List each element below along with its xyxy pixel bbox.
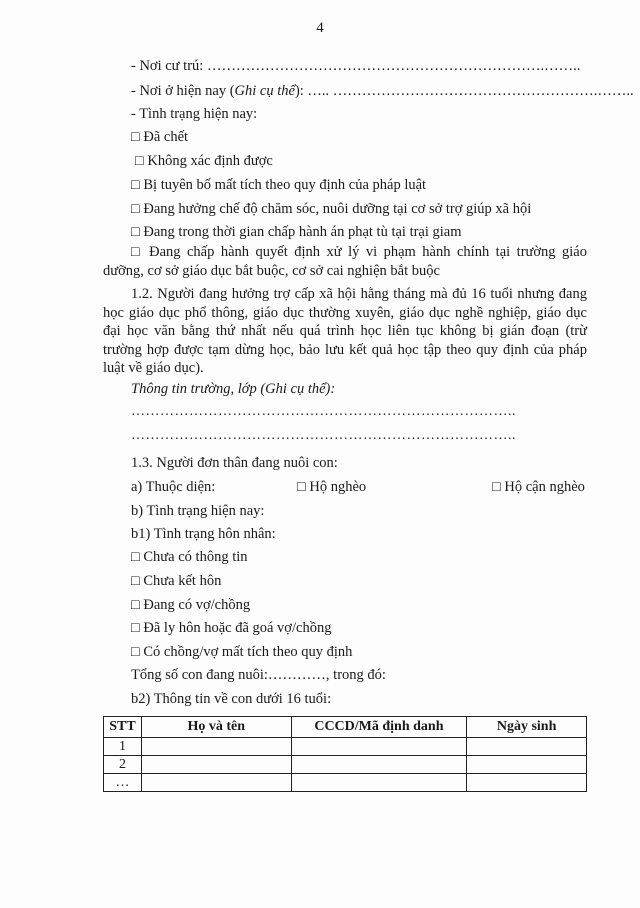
residence-dots: …………………………………………………………….…….. <box>206 58 581 74</box>
header-id-number: CCCD/Mã định danh <box>291 717 467 738</box>
current-place-label-suffix: ): <box>294 83 304 99</box>
table-header-row <box>104 717 587 738</box>
marital-option-divorced-widowed[interactable]: □ Đã ly hôn hoặc đã goá vợ/chồng <box>131 620 332 636</box>
total-children-line: Tổng số con đang nuôi:…………, trong đó: <box>131 667 386 683</box>
cell-stt: 1 <box>104 738 142 756</box>
a-option-poor[interactable]: □ Hộ nghèo <box>297 479 367 495</box>
status-option-social-care[interactable]: □ Đang hưởng chế độ chăm sóc, nuôi dưỡng tại cơ sở trợ giúp xã hội <box>131 201 532 217</box>
b-label: b) Tình trạng hiện nay: <box>131 503 265 519</box>
residence-line <box>131 57 580 75</box>
cell-id-number[interactable] <box>291 738 467 756</box>
school-info-dots-2[interactable]: …………………………………………………………………….. <box>131 428 516 443</box>
marital-option-spouse-missing[interactable]: □ Có chồng/vợ mất tích theo quy định <box>131 644 353 660</box>
cell-stt: 2 <box>104 756 142 774</box>
header-date-of-birth: Ngày sinh <box>467 717 587 738</box>
cell-id-number[interactable] <box>291 756 467 774</box>
cell-full-name[interactable] <box>141 756 291 774</box>
table-row <box>104 774 587 792</box>
page-number: 4 <box>316 20 324 36</box>
marital-option-unmarried[interactable]: □ Chưa kết hôn <box>131 573 222 589</box>
status-option-dead[interactable]: □ Đã chết <box>131 129 189 145</box>
status-option-reform-school[interactable]: □ Đang chấp hành quyết định xử lý vi phạm hành chính tại trường giáo dưỡng, cơ sở giáo dục bắt buộc, cơ sở cai nghiện bắt buộc <box>103 244 587 279</box>
table-row <box>104 756 587 774</box>
header-stt: STT <box>104 717 142 738</box>
b2-label: b2) Thông tin về con dưới 16 tuổi: <box>131 691 332 707</box>
a-option-near-poor[interactable]: □ Hộ cận nghèo <box>492 479 585 495</box>
status-label: - Tình trạng hiện nay: <box>131 106 258 122</box>
cell-date-of-birth[interactable] <box>467 738 587 756</box>
school-info-label: Thông tin trường, lớp (Ghi cụ thể): <box>131 381 336 397</box>
current-place-dots: ….. ……………………………………………….…….. <box>307 83 634 99</box>
children-table <box>103 716 587 792</box>
residence-label: - Nơi cư trú: <box>131 58 204 74</box>
cell-full-name[interactable] <box>141 738 291 756</box>
table-row <box>104 738 587 756</box>
school-info-dots-1[interactable]: …………………………………………………………………….. <box>131 404 516 419</box>
status-option-prison[interactable]: □ Đang trong thời gian chấp hành án phạt tù tại trại giam <box>131 224 462 240</box>
current-place-label-prefix: - Nơi ở hiện nay ( <box>131 83 235 99</box>
b1-label: b1) Tình trạng hôn nhân: <box>131 526 276 542</box>
cell-full-name[interactable] <box>141 774 291 792</box>
section-1-2-text: 1.2. Người đang hưởng trợ cấp xã hội hằng tháng mà đủ 16 tuổi nhưng đang học giáo dục phổ thông, giáo dục thường xuyên, giáo dục nghề nghiệp, giáo dục đại học văn bằng thứ nhất nếu quá trình học liên tục không bị gián đoạn (trừ trường hợp được tạm dừng học, bảo lưu kết quả học tập theo quy định của pháp luật về giáo dục). <box>103 286 587 376</box>
cell-date-of-birth[interactable] <box>467 774 587 792</box>
status-option-missing[interactable]: □ Bị tuyên bố mất tích theo quy định của pháp luật <box>131 177 427 193</box>
marital-option-no-info[interactable]: □ Chưa có thông tin <box>131 549 248 565</box>
a-label: a) Thuộc diện: <box>131 479 216 495</box>
header-full-name: Họ và tên <box>141 717 291 738</box>
cell-stt: … <box>104 774 142 792</box>
status-option-undetermined[interactable]: □ Không xác định được <box>135 153 273 169</box>
marital-option-married[interactable]: □ Đang có vợ/chồng <box>131 597 251 613</box>
cell-date-of-birth[interactable] <box>467 756 587 774</box>
current-place-line <box>131 82 634 100</box>
current-place-label-italic: Ghi cụ thể <box>234 83 295 99</box>
section-1-3-text: 1.3. Người đơn thân đang nuôi con: <box>131 455 338 471</box>
cell-id-number[interactable] <box>291 774 467 792</box>
